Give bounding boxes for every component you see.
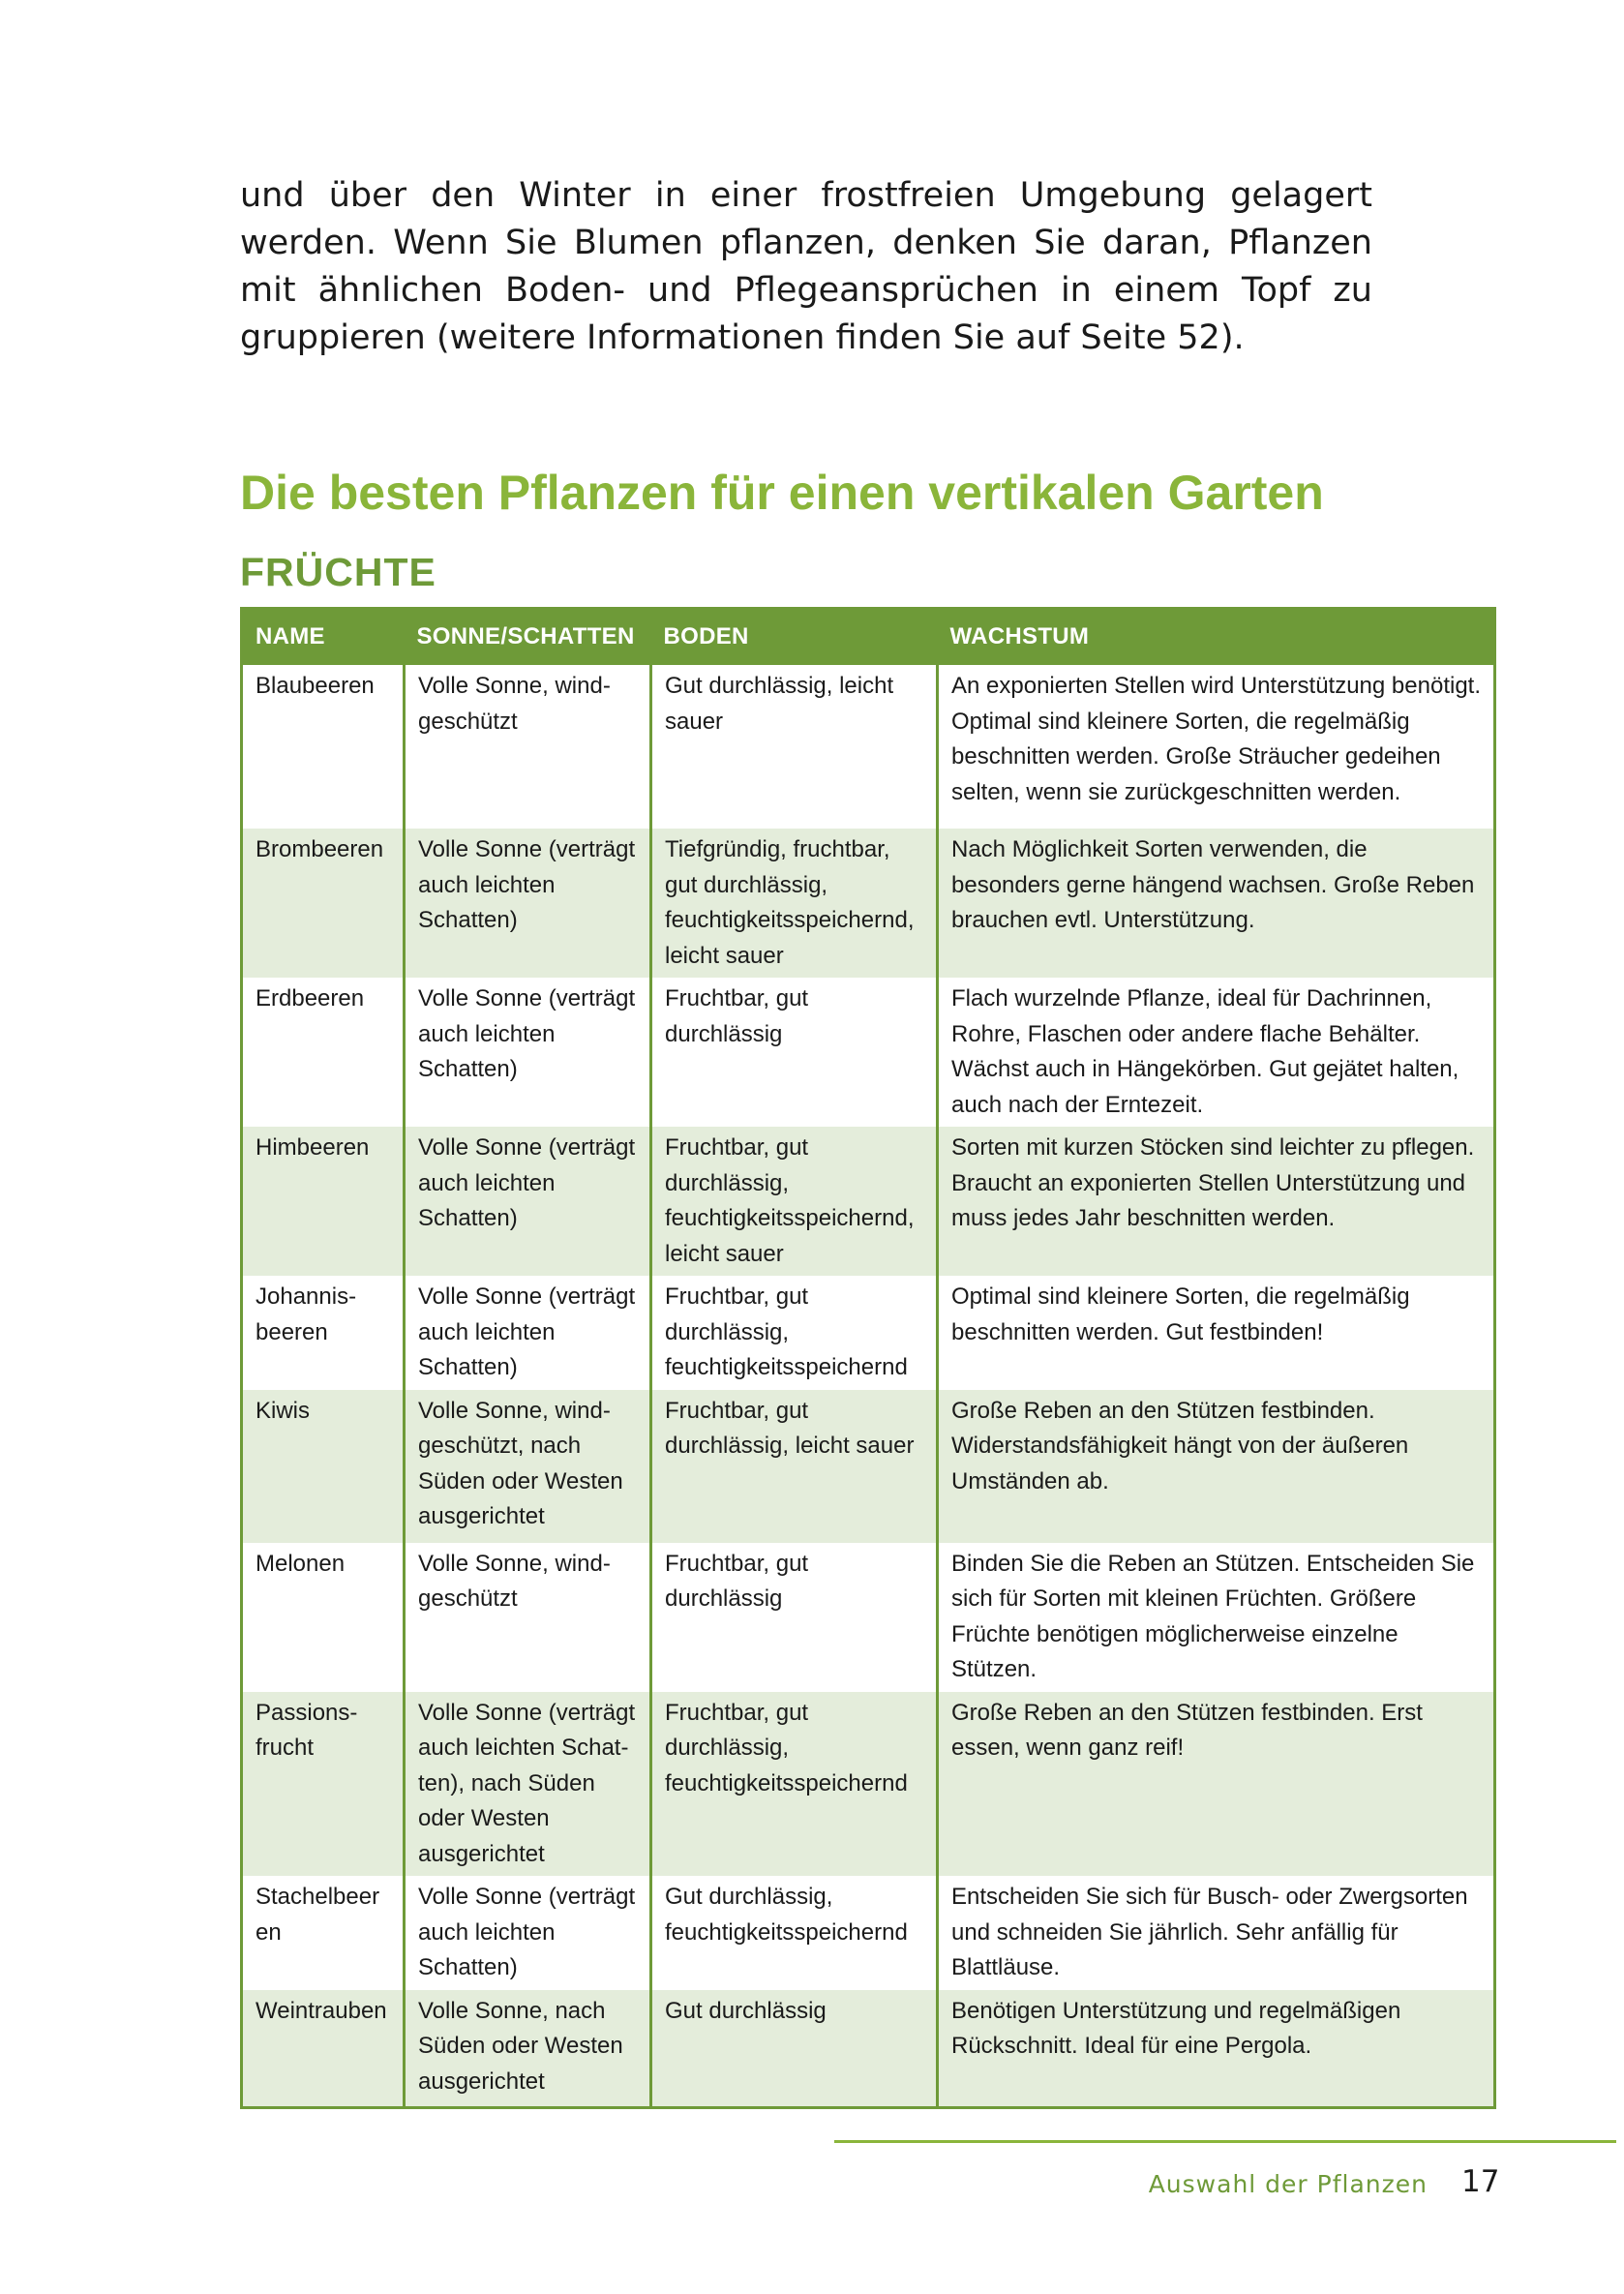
table-row: [242, 665, 1495, 829]
cell-name: Weintrauben: [242, 1990, 405, 2108]
table-row: [242, 1390, 1495, 1543]
cell-growth: Optimal sind kleinere Sorten, die regelmäßig beschnitten werden. Gut festbinden!: [938, 1276, 1495, 1390]
cell-sun: Volle Sonne, nach Süden oder Westen ausgerichtet: [405, 1990, 651, 2108]
cell-soil: Gut durchlässig: [651, 1990, 938, 2108]
section-title: FRÜCHTE: [240, 550, 436, 594]
cell-sun: Volle Sonne, windgeschützt: [405, 665, 651, 829]
cell-sun: Volle Sonne, windgeschützt, nach Süden oder Westen ausgerichtet: [405, 1390, 651, 1543]
cell-growth: Große Reben an den Stützen festbinden. Erst essen, wenn ganz reif!: [938, 1692, 1495, 1877]
footer-divider: [834, 2140, 1616, 2143]
table-row: [242, 978, 1495, 1127]
cell-soil: Fruchtbar, gut durchlässig, leicht sauer: [651, 1390, 938, 1543]
cell-growth: Flach wurzelnde Pflanze, ideal für Dachrinnen, Rohre, Flaschen oder andere flache Behälter. Wächst auch in Hängekörben. Gut gejätet halten, auch nach der Erntezeit.: [938, 978, 1495, 1127]
cell-growth: Nach Möglichkeit Sorten verwenden, die besonders gerne hängend wachsen. Große Reben brauchen evtl. Unterstützung.: [938, 829, 1495, 978]
table-body: [242, 665, 1495, 2108]
cell-soil: Gut durchlässig, feuchtigkeitsspeichernd: [651, 1876, 938, 1990]
table-header: [242, 609, 1495, 666]
cell-sun: Volle Sonne (verträgt auch leichten Schatten): [405, 829, 651, 978]
table-row: [242, 1276, 1495, 1390]
cell-name: Melonen: [242, 1543, 405, 1692]
cell-name: Passionsfrucht: [242, 1692, 405, 1877]
cell-sun: Volle Sonne (verträgt auch leichten Schatten), nach Süden oder Westen ausgerichtet: [405, 1692, 651, 1877]
page-number: 17: [1461, 2164, 1500, 2199]
cell-growth: An exponierten Stellen wird Unterstützung benötigt. Optimal sind kleinere Sorten, die regelmäßig beschnitten werden. Große Sträucher gedeihen selten, wenn sie zurückgeschnitten werden.: [938, 665, 1495, 829]
cell-growth: Große Reben an den Stützen festbinden. Widerstandsfähigkeit hängt von der äußeren Umständen ab.: [938, 1390, 1495, 1543]
cell-name: Himbeeren: [242, 1127, 405, 1276]
cell-soil: Gut durchlässig, leicht sauer: [651, 665, 938, 829]
table-row: [242, 829, 1495, 978]
table-row: [242, 1127, 1495, 1276]
cell-name: Kiwis: [242, 1390, 405, 1543]
cell-growth: Binden Sie die Reben an Stützen. Entscheiden Sie sich für Sorten mit kleinen Früchten. Größere Früchte benötigen möglicherweise einzelne Stützen.: [938, 1543, 1495, 1692]
column-header-name: NAME: [242, 609, 405, 666]
cell-soil: Fruchtbar, gut durchlässig, feuchtigkeitsspeichernd: [651, 1276, 938, 1390]
cell-soil: Fruchtbar, gut durchlässig, feuchtigkeitsspeichernd, leicht sauer: [651, 1127, 938, 1276]
cell-sun: Volle Sonne (verträgt auch leichten Schatten): [405, 1276, 651, 1390]
cell-name: Brombeeren: [242, 829, 405, 978]
cell-name: Stachelbeeren: [242, 1876, 405, 1990]
table-row: [242, 1543, 1495, 1692]
cell-growth: Entscheiden Sie sich für Busch- oder Zwergsorten und schneiden Sie jährlich. Sehr anfällig für Blattläuse.: [938, 1876, 1495, 1990]
table-row: [242, 1990, 1495, 2108]
table-row: [242, 1692, 1495, 1877]
cell-name: Johannisbeeren: [242, 1276, 405, 1390]
intro-paragraph: und über den Winter in einer frostfreien Umgebung gelagert werden. Wenn Sie Blumen pflanzen, denken Sie daran, Pflanzen mit ähnlichen Boden- und Pflegeansprüchen in einem Topf zu gruppieren (weitere Informationen finden Sie auf Seite 52).: [240, 176, 1372, 357]
cell-name: Blaubeeren: [242, 665, 405, 829]
footer-section-title: Auswahl der Pflanzen: [1148, 2170, 1428, 2198]
cell-growth: Sorten mit kurzen Stöcken sind leichter zu pflegen. Braucht an exponierten Stellen Unterstützung und muss jedes Jahr beschnitten werden.: [938, 1127, 1495, 1276]
cell-soil: Fruchtbar, gut durchlässig: [651, 1543, 938, 1692]
column-header-sun: SONNE/SCHATTEN: [405, 609, 651, 666]
cell-name: Erdbeeren: [242, 978, 405, 1127]
page-headline: Die besten Pflanzen für einen vertikalen Garten: [240, 466, 1324, 520]
cell-sun: Volle Sonne (verträgt auch leichten Schatten): [405, 1127, 651, 1276]
table-header-row: [242, 609, 1495, 666]
cell-sun: Volle Sonne (verträgt auch leichten Schatten): [405, 978, 651, 1127]
cell-sun: Volle Sonne (verträgt auch leichten Schatten): [405, 1876, 651, 1990]
cell-growth: Benötigen Unterstützung und regelmäßigen Rückschnitt. Ideal für eine Pergola.: [938, 1990, 1495, 2108]
cell-soil: Tiefgründig, fruchtbar, gut durchlässig, feuchtigkeitsspeichernd, leicht sauer: [651, 829, 938, 978]
column-header-soil: BODEN: [651, 609, 938, 666]
cell-soil: Fruchtbar, gut durchlässig, feuchtigkeitsspeichernd: [651, 1692, 938, 1877]
column-header-growth: WACHSTUM: [938, 609, 1495, 666]
cell-sun: Volle Sonne, windgeschützt: [405, 1543, 651, 1692]
fruit-plants-table: [240, 607, 1496, 2109]
cell-soil: Fruchtbar, gut durchlässig: [651, 978, 938, 1127]
table-row: [242, 1876, 1495, 1990]
